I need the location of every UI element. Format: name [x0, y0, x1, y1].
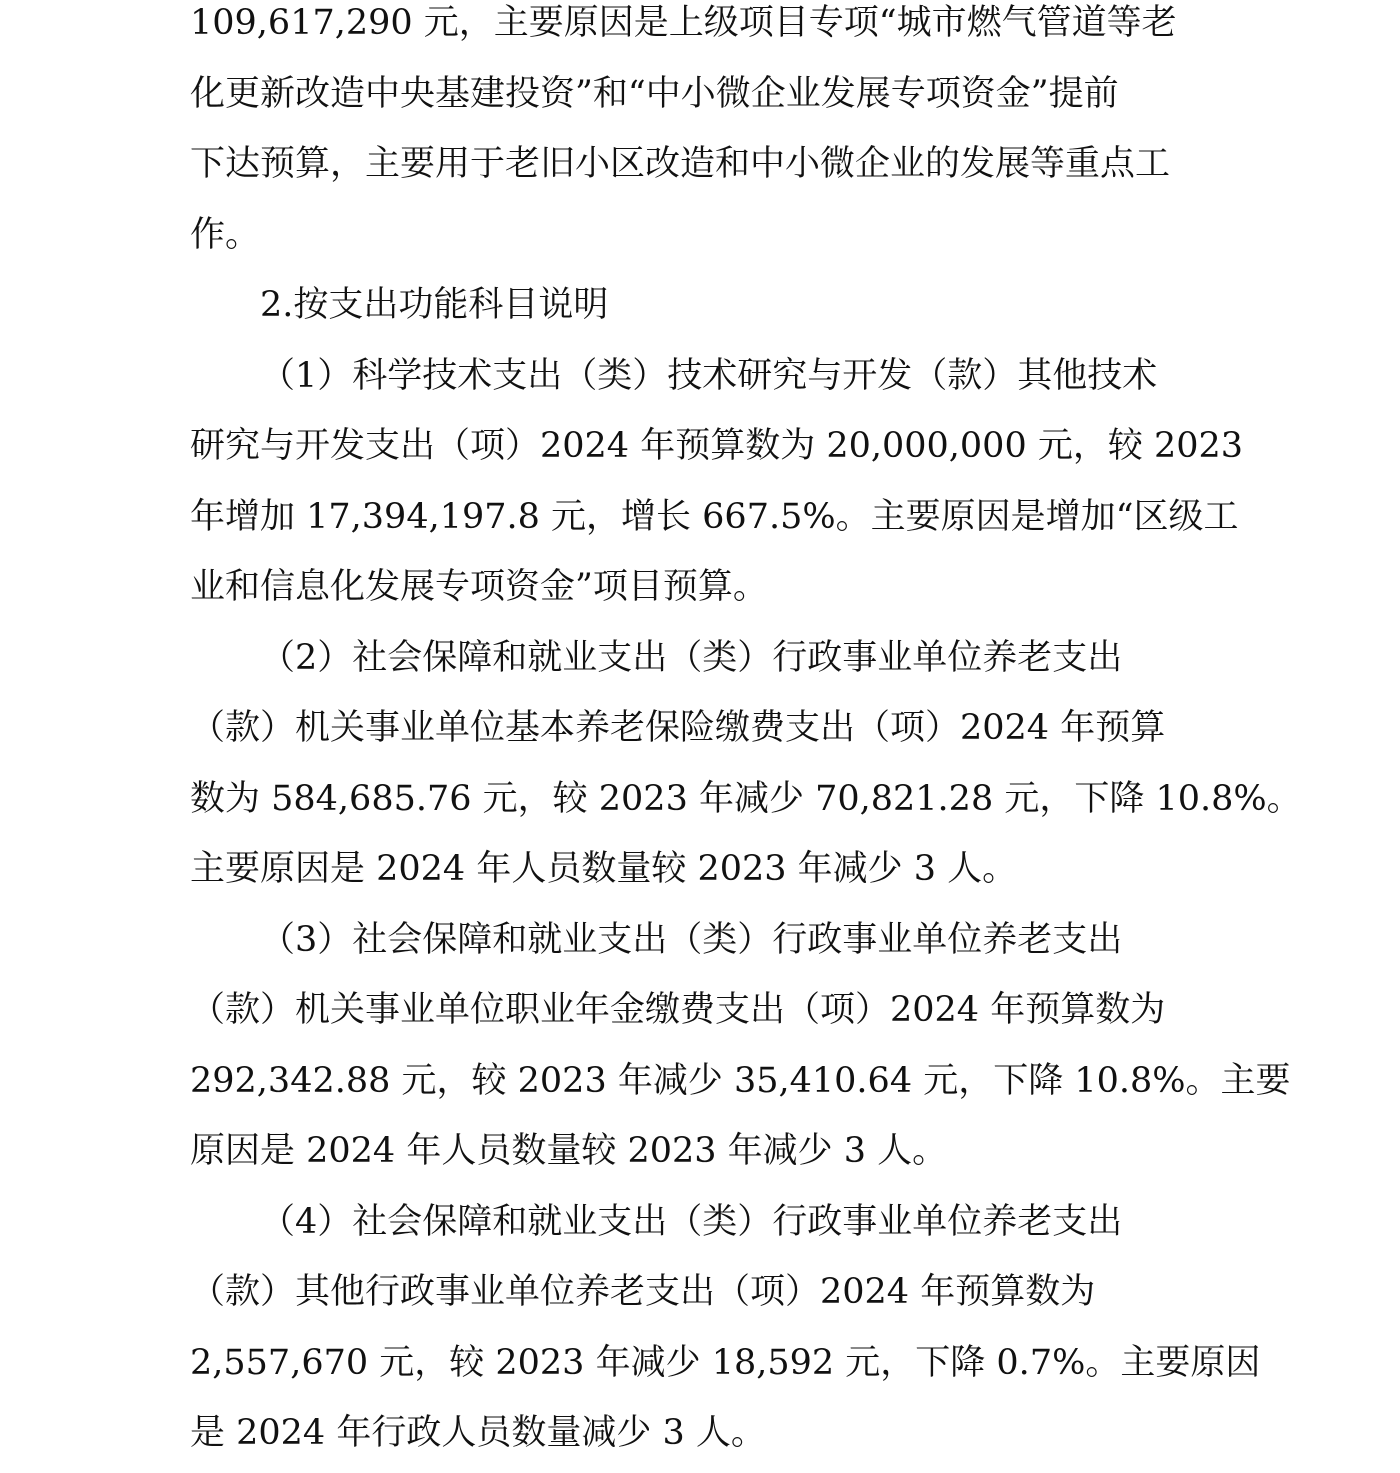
- section-heading-function-subjects: [190, 270, 1226, 341]
- text-line: 主要原因是 2024 年人员数量较 2023 年减少 3 人。: [190, 849, 1018, 889]
- text-line: 109,617,290 元，主要原因是上级项目专项“城市燃气管道等老: [190, 3, 1177, 43]
- text-line: 作。: [190, 214, 261, 255]
- section-heading: 2.按支出功能科目说明: [260, 285, 609, 325]
- text-line: （2）社会保障和就业支出（类）行政事业单位养老支出: [260, 637, 1123, 678]
- paragraph-reason-continuation: [190, 0, 1226, 270]
- text-line: （1）科学技术支出（类）技术研究与开发（款）其他技术: [260, 355, 1158, 396]
- text-line: 研究与开发支出（项）2024 年预算数为 20,000,000 元，较 2023: [190, 426, 1244, 466]
- text-line: （款）机关事业单位基本养老保险缴费支出（项）2024 年预算: [190, 708, 1166, 748]
- paragraph-item-1: [190, 341, 1244, 623]
- text-line: 化更新改造中央基建投资”和“中小微企业发展专项资金”提前: [190, 73, 1119, 114]
- text-line: （款）其他行政事业单位养老支出（项）2024 年预算数为: [190, 1272, 1096, 1312]
- text-line: 下达预算，主要用于老旧小区改造和中小微企业的发展等重点工: [190, 144, 1171, 184]
- text-line: （4）社会保障和就业支出（类）行政事业单位养老支出: [260, 1201, 1123, 1242]
- text-line: 是 2024 年行政人员数量减少 3 人。: [190, 1413, 766, 1453]
- text-line: （款）机关事业单位职业年金缴费支出（项）2024 年预算数为: [190, 990, 1166, 1030]
- text-line: 原因是 2024 年人员数量较 2023 年减少 3 人。: [190, 1131, 948, 1171]
- text-line: 业和信息化发展专项资金”项目预算。: [190, 567, 768, 607]
- text-line: 292,342.88 元，较 2023 年减少 35,410.64 元，下降 10.8%。主要: [190, 1060, 1291, 1101]
- document-page: [190, 0, 1302, 1469]
- text-line: 数为 584,685.76 元，较 2023 年减少 70,821.28 元，下降 10.8%。: [190, 778, 1302, 819]
- text-line: 2,557,670 元，较 2023 年减少 18,592 元，下降 0.7%。主要原因: [190, 1342, 1261, 1383]
- text-line: （3）社会保障和就业支出（类）行政事业单位养老支出: [260, 919, 1123, 960]
- text-line: 年增加 17,394,197.8 元，增长 667.5%。主要原因是增加“区级工: [190, 496, 1239, 537]
- paragraph-item-4: [190, 1187, 1261, 1469]
- paragraph-item-3: [190, 905, 1291, 1187]
- paragraph-item-2: [190, 623, 1302, 905]
